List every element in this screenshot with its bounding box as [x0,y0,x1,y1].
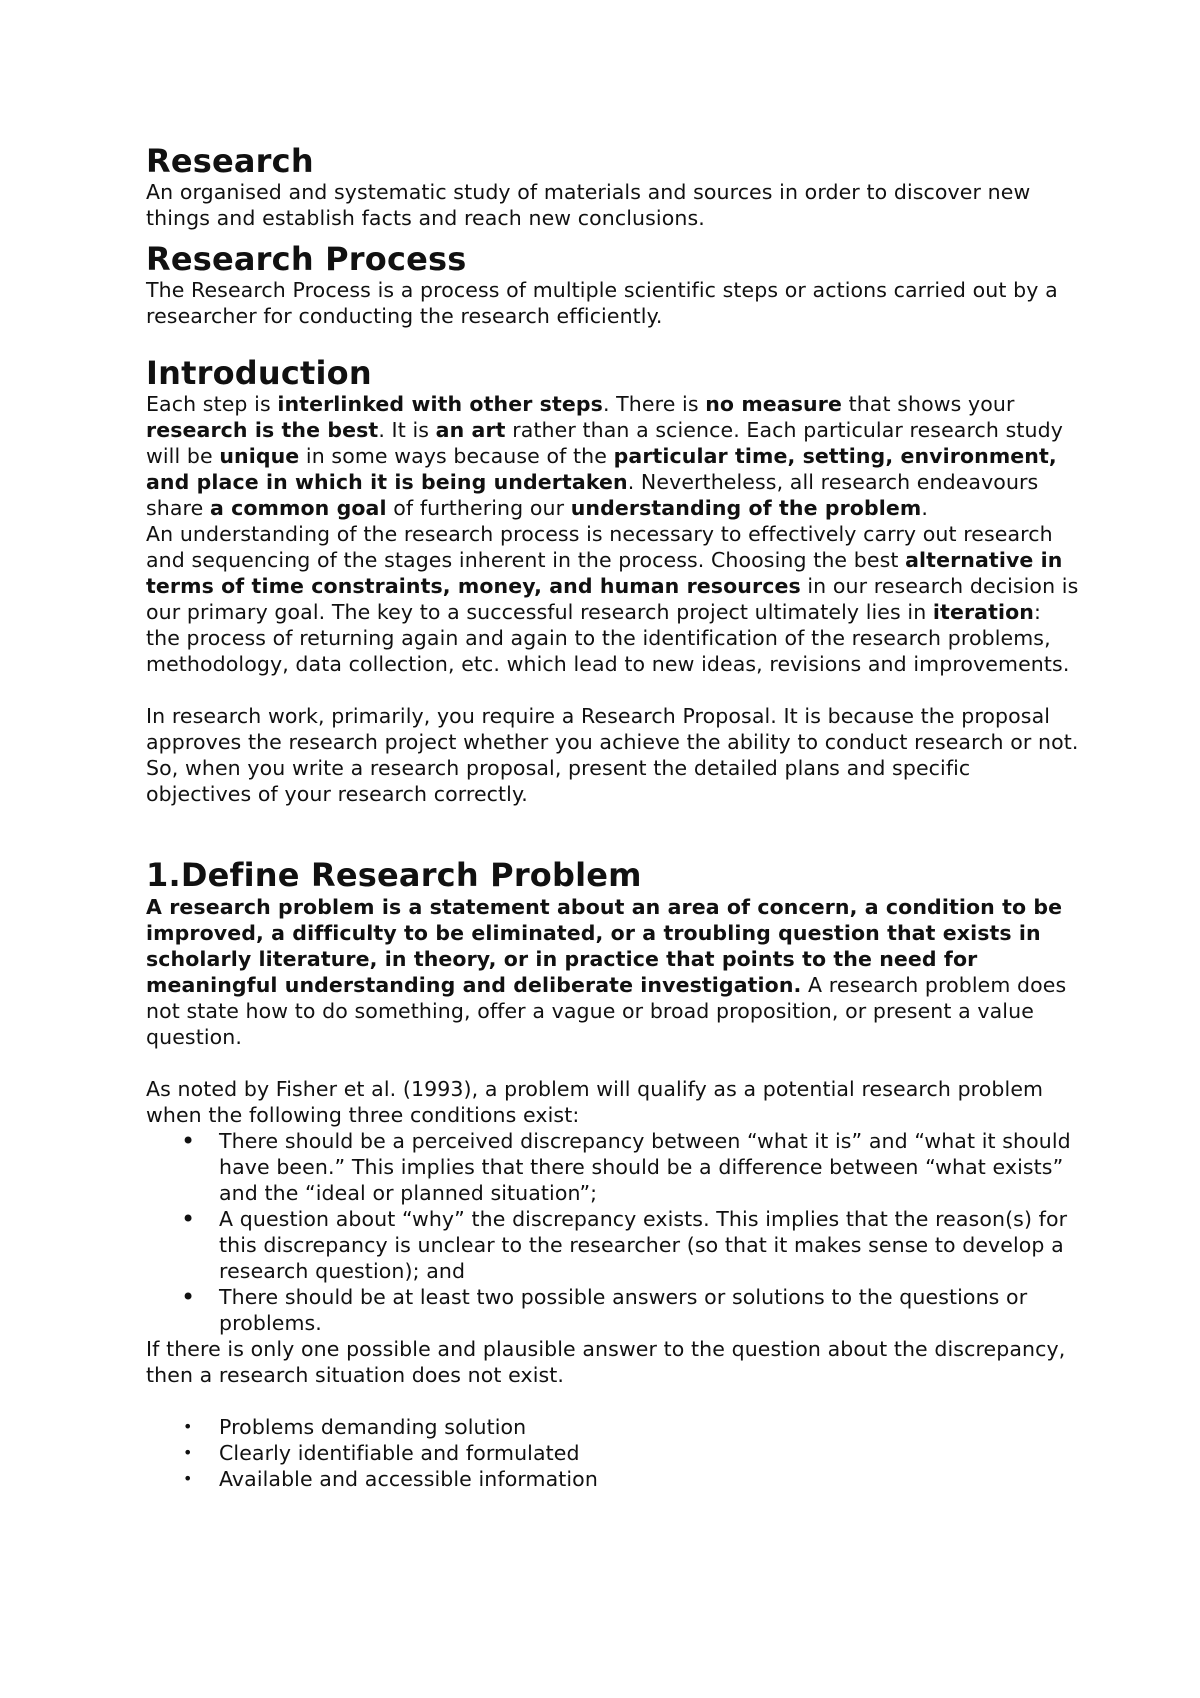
define-paragraph-2: As noted by Fisher et al. (1993), a problem will qualify as a potential research problem when the following three conditions exist: [146,1076,1044,1127]
define-paragraph-1: A research problem is a statement about an area of concern, a condition to be improved, a difficulty to be eliminated, or a troubling question that exists in scholarly literature, in theory, or in practice that points to the need for meaningful understanding and deliberate investigation. A research problem does not state how to do something, offer a vague or broad proposition, or present a value question. [146,894,1067,1049]
research-process-definition: The Research Process is a process of multiple scientific steps or actions carried out by a researcher for conducting the research efficiently. [146,278,1058,329]
conditions-list [146,1128,1080,1336]
intro-paragraph-2: An understanding of the research process is necessary to effectively carry out research and sequencing of the stages inherent in the process. Choosing the best alternative in terms of time constraints, money, and human resources in our research decision is our primary goal. The key to a successful research project ultimately lies in iteration: the process of returning again and again to the identification of the research problems, methodology, data collection, etc. which lead to new ideas, revisions and improvements. [146,522,1079,677]
heading-research-process: Research Process [146,240,467,279]
intro-paragraph-1: Each step is interlinked with other steps. There is no measure that shows your research is the best. It is an art rather than a science. Each particular research study will be unique in some ways because of the particular time, setting, environment, and place in which it is being undertaken. Nevertheless, all research endeavours share a common goal of furthering our understanding of the problem. [146,392,1063,521]
list-item: • Available and accessible information [219,1466,1080,1492]
list-item: • There should be a perceived discrepancy between “what it is” and “what it should have been.” This implies that there should be a difference between “what exists” and the “ideal or planned situation”; [219,1128,1080,1206]
define-paragraph-3: If there is only one possible and plausible answer to the question about the discrepancy, then a research situation does not exist. [146,1336,1066,1387]
list-item: • Clearly identifiable and formulated [219,1440,1080,1466]
heading-research: Research [146,142,314,180]
heading-introduction: Introduction [146,354,372,393]
list-item: • There should be at least two possible answers or solutions to the questions or problems. [219,1284,1080,1336]
research-definition: An organised and systematic study of materials and sources in order to discover new things and establish facts and reach new conclusions. [146,180,1031,231]
list-item: • A question about “why” the discrepancy exists. This implies that the reason(s) for this discrepancy is unclear to the researcher (so that it makes sense to develop a research question); and [219,1206,1080,1284]
list-item: • Problems demanding solution [219,1414,1080,1440]
heading-define-research-problem: 1.Define Research Problem [146,856,642,895]
features-list [146,1414,1080,1492]
intro-paragraph-3: In research work, primarily, you require a Research Proposal. It is because the proposal approves the research project whether you achieve the ability to conduct research or not. So, when you write a research proposal, present the detailed plans and specific objectives of your research correctly. [146,704,1079,807]
